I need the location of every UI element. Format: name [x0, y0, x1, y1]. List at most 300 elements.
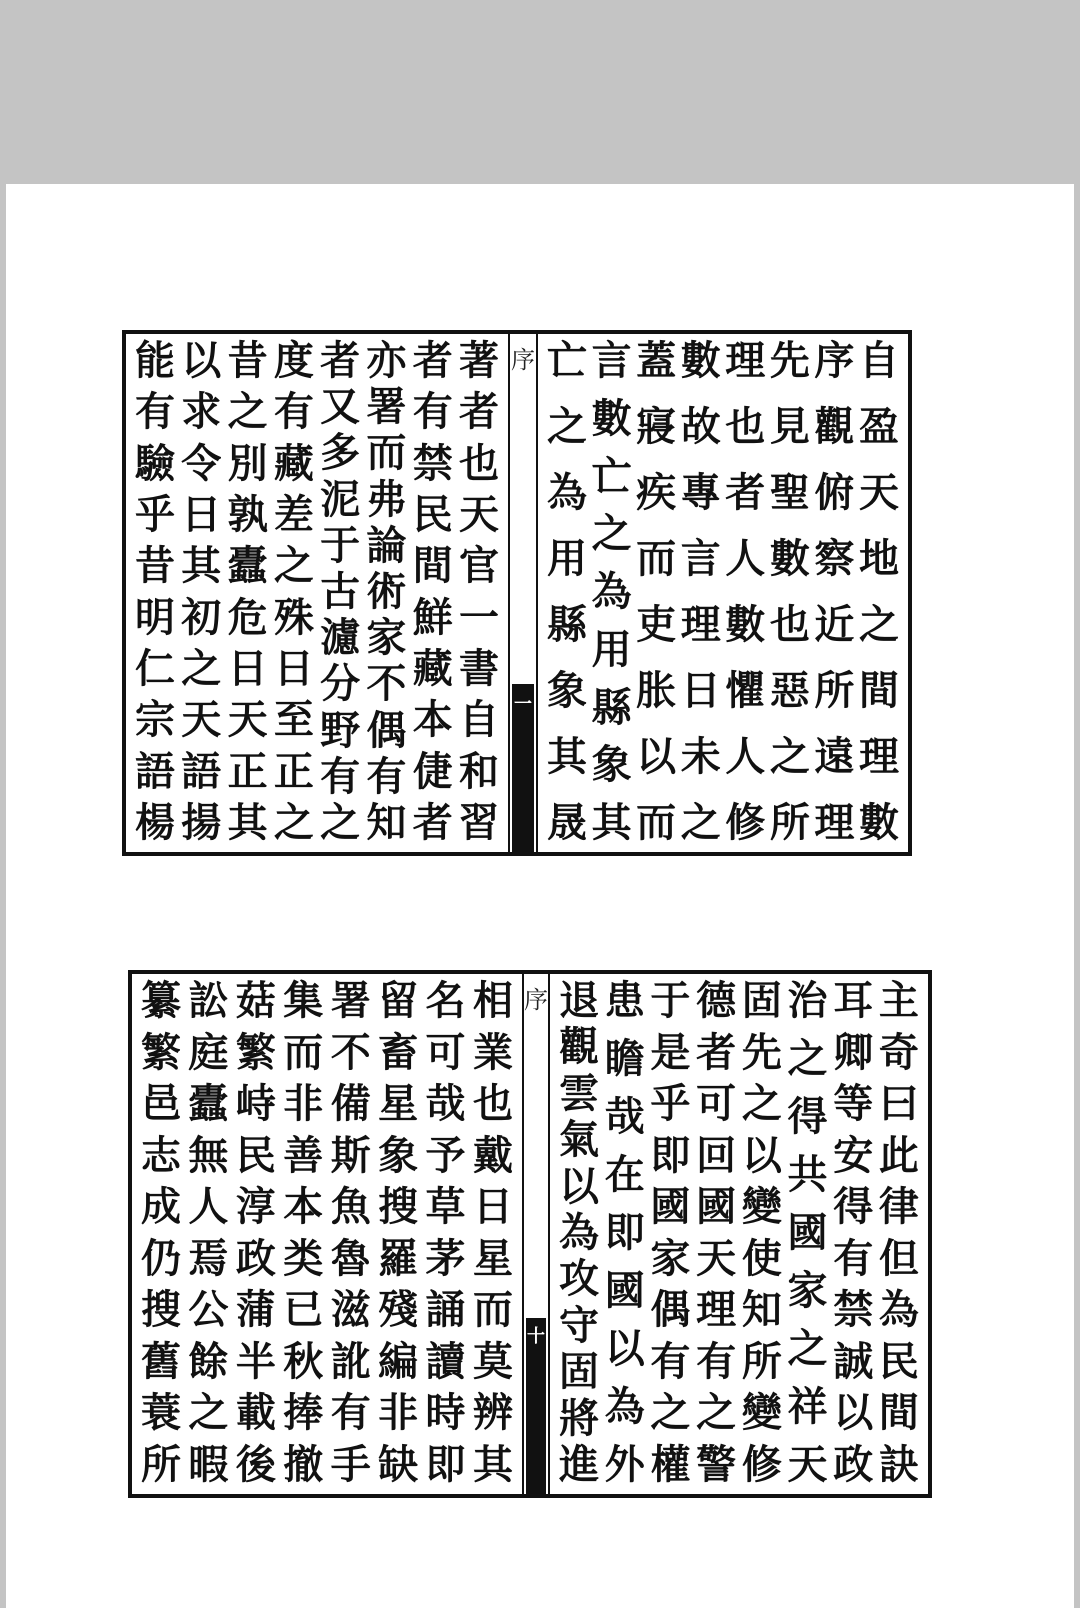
column-character: 著 [458, 337, 499, 384]
column-character: 退 [559, 977, 599, 1024]
column-character: 之 [696, 1389, 737, 1437]
column-character: 訟 [188, 977, 229, 1024]
column-character: 半 [235, 1337, 276, 1385]
text-column [472, 974, 514, 1494]
column-character: 固 [741, 977, 782, 1024]
column-character: 修 [725, 799, 766, 846]
column-character: 攻 [559, 1255, 599, 1303]
column-character: 昔 [135, 542, 175, 590]
column-character: 明 [135, 593, 175, 641]
column-character: 有 [273, 388, 314, 436]
column-character: 正 [227, 747, 268, 795]
column-character: 本 [283, 1183, 324, 1231]
column-character: 回 [696, 1131, 737, 1179]
lower-folio-number: 十 [527, 1326, 545, 1347]
column-character: 餘 [188, 1337, 229, 1385]
column-character: 疾 [636, 469, 677, 516]
column-character: 茅 [425, 1234, 466, 1282]
text-column [649, 974, 691, 1494]
column-character: 孰 [227, 490, 268, 538]
column-character: 律 [878, 1183, 919, 1231]
column-character: 畜 [378, 1028, 419, 1076]
text-column [546, 334, 588, 852]
column-character: 天 [458, 490, 499, 538]
column-character: 其 [591, 799, 632, 846]
column-character: 政 [235, 1234, 276, 1282]
text-column [858, 334, 900, 852]
column-character: 野 [320, 706, 361, 754]
column-character: 也 [458, 439, 499, 487]
column-character: 其 [547, 733, 587, 780]
column-character: 語 [181, 747, 222, 795]
column-character: 草 [425, 1183, 466, 1231]
column-character: 魯 [330, 1234, 371, 1282]
column-character: 之 [787, 1325, 828, 1372]
column-character: 理 [696, 1286, 737, 1334]
column-character: 將 [559, 1394, 599, 1442]
column-character: 言 [680, 535, 721, 582]
column-character: 所 [814, 667, 855, 714]
column-character: 也 [725, 403, 766, 450]
text-column [134, 334, 176, 852]
column-character: 以 [741, 1131, 782, 1179]
column-character: 淳 [235, 1183, 276, 1231]
column-character: 其 [181, 542, 222, 590]
column-character: 有 [320, 752, 361, 800]
column-character: 天 [227, 696, 268, 744]
column-character: 辨 [472, 1389, 513, 1437]
scanned-page [6, 184, 1074, 1608]
column-character: 國 [787, 1209, 828, 1256]
column-character: 在 [604, 1151, 645, 1198]
column-character: 又 [320, 383, 361, 431]
column-character: 書 [458, 644, 499, 692]
column-character: 之 [787, 1035, 828, 1082]
column-character: 非 [283, 1080, 324, 1128]
column-character: 雲 [559, 1069, 599, 1117]
column-character: 其 [227, 798, 268, 846]
column-character: 昔 [227, 337, 268, 384]
column-character: 安 [833, 1131, 874, 1179]
column-character: 者 [320, 337, 361, 384]
column-character: 變 [741, 1389, 782, 1437]
column-character: 者 [725, 469, 766, 516]
column-character: 以 [636, 733, 677, 780]
text-column [558, 974, 600, 1494]
column-character: 禁 [412, 439, 453, 487]
column-character: 可 [696, 1080, 737, 1128]
text-column [319, 334, 361, 852]
lower-left-text-block [132, 974, 522, 1494]
column-character: 繁 [235, 1028, 276, 1076]
column-character: 民 [412, 490, 453, 538]
column-character: 吏 [636, 601, 677, 648]
column-character: 用 [547, 535, 587, 582]
column-character: 盈 [858, 403, 899, 450]
upper-gutter [508, 334, 538, 852]
column-character: 術 [366, 567, 407, 615]
column-character: 治 [787, 977, 828, 1024]
column-character: 得 [787, 1093, 828, 1140]
text-column [695, 974, 737, 1494]
column-character: 先 [769, 337, 810, 384]
column-character: 公 [188, 1286, 229, 1334]
text-column [187, 974, 229, 1494]
text-column [680, 334, 722, 852]
column-character: 分 [320, 660, 361, 708]
column-character: 見 [769, 403, 810, 450]
column-character: 祥 [787, 1383, 828, 1430]
text-column [180, 334, 222, 852]
column-character: 揚 [181, 798, 222, 846]
column-character: 以 [833, 1389, 874, 1437]
column-character: 仁 [135, 644, 175, 692]
column-character: 求 [181, 388, 222, 436]
column-character: 數 [725, 601, 766, 648]
column-character: 度 [273, 337, 314, 384]
column-character: 數 [858, 799, 899, 846]
column-character: 氣 [559, 1116, 599, 1164]
column-character: 鮮 [412, 593, 453, 641]
column-character: 乎 [135, 490, 175, 538]
column-character: 至 [273, 696, 314, 744]
column-character: 象 [378, 1131, 419, 1179]
column-character: 捧 [283, 1389, 324, 1437]
column-character: 天 [181, 696, 222, 744]
column-character: 者 [412, 337, 453, 384]
text-column [365, 334, 407, 852]
column-character: 守 [559, 1301, 599, 1349]
column-character: 哉 [425, 1080, 466, 1128]
column-character: 而 [283, 1028, 324, 1076]
column-character: 而 [636, 535, 677, 582]
column-character: 哉 [604, 1093, 645, 1140]
column-character: 亡 [591, 452, 632, 500]
column-character: 為 [878, 1286, 919, 1334]
column-character: 曰 [878, 1080, 919, 1128]
column-character: 間 [878, 1389, 919, 1437]
column-character: 蒲 [235, 1286, 276, 1334]
column-character: 有 [833, 1234, 874, 1282]
column-character: 為 [604, 1383, 645, 1430]
column-character: 縣 [547, 601, 587, 648]
text-column [412, 334, 454, 852]
column-character: 驗 [135, 439, 175, 487]
column-character: 禁 [833, 1286, 874, 1334]
column-character: 備 [330, 1080, 371, 1128]
column-character: 偶 [650, 1286, 691, 1334]
column-character: 數 [769, 535, 810, 582]
column-character: 德 [696, 977, 737, 1024]
column-character: 象 [591, 741, 632, 789]
column-character: 等 [833, 1080, 874, 1128]
column-character: 天 [858, 469, 899, 516]
column-character: 秋 [283, 1337, 324, 1385]
column-character: 宗 [135, 696, 175, 744]
column-character: 之 [320, 798, 361, 846]
column-character: 習 [458, 798, 499, 846]
column-character: 語 [135, 747, 175, 795]
column-character: 邑 [141, 1080, 181, 1128]
column-character: 一 [458, 593, 499, 641]
column-character: 修 [741, 1440, 782, 1488]
column-character: 本 [412, 696, 453, 744]
column-character: 為 [591, 568, 632, 615]
column-character: 言 [591, 337, 632, 384]
column-character: 古 [320, 567, 361, 615]
column-character: 日 [680, 667, 721, 714]
column-character: 星 [472, 1234, 513, 1282]
column-character: 楊 [135, 798, 175, 846]
column-character: 其 [472, 1440, 513, 1488]
column-character: 有 [696, 1337, 737, 1385]
column-character: 可 [425, 1028, 466, 1076]
upper-right-text-block [538, 334, 908, 852]
column-character: 和 [458, 747, 499, 795]
lower-gutter [522, 974, 550, 1494]
column-character: 以 [604, 1325, 645, 1372]
column-character: 也 [769, 601, 810, 648]
column-character: 所 [141, 1440, 181, 1488]
column-character: 藏 [412, 644, 453, 692]
column-character: 戴 [472, 1131, 513, 1179]
column-character: 編 [378, 1337, 419, 1385]
column-character: 所 [769, 799, 810, 846]
column-character: 觀 [559, 1023, 599, 1071]
column-character: 名 [425, 977, 466, 1024]
text-column [878, 974, 920, 1494]
column-character: 魚 [330, 1183, 371, 1231]
column-character: 之 [273, 798, 314, 846]
column-character: 之 [273, 542, 314, 590]
column-character: 留 [378, 977, 419, 1024]
column-character: 此 [878, 1131, 919, 1179]
column-character: 缺 [378, 1440, 419, 1488]
column-character: 訛 [330, 1337, 371, 1385]
column-character: 民 [878, 1337, 919, 1385]
column-character: 警 [696, 1440, 737, 1488]
column-character: 家 [650, 1234, 691, 1282]
column-character: 國 [604, 1267, 645, 1314]
column-character: 間 [412, 542, 453, 590]
upper-left-text-block [126, 334, 508, 852]
column-character: 日 [181, 490, 222, 538]
column-character: 先 [741, 1028, 782, 1076]
text-column [235, 974, 277, 1494]
column-character: 搜 [378, 1183, 419, 1231]
column-character: 論 [366, 521, 407, 569]
column-character: 主 [878, 977, 919, 1024]
column-character: 泥 [320, 475, 361, 523]
column-character: 之 [547, 403, 587, 450]
column-character: 自 [858, 337, 899, 384]
column-character: 倢 [412, 747, 453, 795]
column-character: 焉 [188, 1234, 229, 1282]
column-character: 多 [320, 429, 361, 477]
column-character: 乎 [650, 1080, 691, 1128]
lower-gutter-title: 序 [524, 986, 548, 1014]
column-character: 別 [227, 439, 268, 487]
lower-book-spread [128, 970, 932, 1498]
column-character: 而 [472, 1286, 513, 1334]
column-character: 政 [833, 1440, 874, 1488]
column-character: 為 [547, 469, 587, 516]
column-character: 类 [283, 1234, 324, 1282]
column-character: 讀 [425, 1337, 466, 1385]
column-character: 濾 [320, 614, 361, 662]
column-character: 胀 [636, 667, 677, 714]
column-character: 集 [283, 977, 324, 1024]
column-character: 用 [591, 625, 632, 673]
column-character: 之 [741, 1080, 782, 1128]
column-character: 是 [650, 1028, 691, 1076]
column-character: 蠹 [188, 1080, 229, 1128]
column-character: 已 [283, 1286, 324, 1334]
column-character: 近 [814, 601, 855, 648]
column-character: 滋 [330, 1286, 371, 1334]
column-character: 家 [787, 1267, 828, 1314]
column-character: 日 [273, 644, 314, 692]
text-column [227, 334, 269, 852]
column-character: 變 [741, 1183, 782, 1231]
text-column [832, 974, 874, 1494]
column-character: 之 [181, 644, 222, 692]
text-column [604, 974, 646, 1494]
column-character: 殊 [273, 593, 314, 641]
column-character: 之 [769, 733, 810, 780]
column-character: 惡 [769, 667, 810, 714]
column-character: 有 [412, 388, 453, 436]
column-character: 故 [680, 403, 721, 450]
column-character: 者 [696, 1028, 737, 1076]
text-column [458, 334, 500, 852]
column-character: 藏 [273, 439, 314, 487]
column-character: 天 [696, 1234, 737, 1282]
column-character: 誠 [833, 1337, 874, 1385]
column-character: 時 [425, 1389, 466, 1437]
column-character: 危 [227, 593, 268, 641]
column-character: 暇 [188, 1440, 229, 1488]
column-character: 權 [650, 1440, 691, 1488]
column-character: 縣 [591, 683, 632, 731]
upper-gutter-title: 序 [511, 346, 535, 374]
column-character: 象 [547, 667, 587, 714]
column-character: 峙 [235, 1080, 276, 1128]
column-character: 理 [680, 601, 721, 648]
column-character: 仍 [141, 1234, 181, 1282]
column-character: 間 [858, 667, 899, 714]
column-character: 之 [650, 1389, 691, 1437]
column-character: 奇 [878, 1028, 919, 1076]
column-character: 國 [696, 1183, 737, 1231]
column-character: 理 [858, 733, 899, 780]
column-character: 即 [604, 1209, 645, 1256]
column-character: 數 [680, 337, 721, 384]
column-character: 地 [858, 535, 899, 582]
column-character: 差 [273, 490, 314, 538]
column-character: 以 [559, 1162, 599, 1210]
column-character: 斯 [330, 1131, 371, 1179]
column-character: 專 [680, 469, 721, 516]
column-character: 蠹 [227, 542, 268, 590]
column-character: 相 [472, 977, 513, 1024]
column-character: 理 [725, 337, 766, 384]
column-character: 署 [330, 977, 371, 1024]
column-character: 但 [878, 1234, 919, 1282]
column-character: 觀 [814, 403, 855, 450]
column-character: 自 [458, 696, 499, 744]
column-character: 初 [181, 593, 222, 641]
column-character: 志 [141, 1131, 181, 1179]
column-character: 舊 [141, 1337, 181, 1385]
column-character: 之 [227, 388, 268, 436]
column-character: 俯 [814, 469, 855, 516]
column-character: 庭 [188, 1028, 229, 1076]
column-character: 人 [725, 535, 766, 582]
column-character: 纂 [141, 977, 181, 1024]
column-character: 于 [650, 977, 691, 1024]
column-character: 訣 [878, 1440, 919, 1488]
column-character: 瞻 [604, 1035, 645, 1082]
column-character: 人 [188, 1183, 229, 1231]
column-character: 成 [141, 1183, 181, 1231]
column-character: 共 [787, 1151, 828, 1198]
column-character: 知 [366, 798, 407, 846]
text-column [425, 974, 467, 1494]
column-character: 以 [181, 337, 222, 384]
column-character: 于 [320, 521, 361, 569]
column-character: 予 [425, 1131, 466, 1179]
column-character: 理 [814, 799, 855, 846]
column-character: 所 [741, 1337, 782, 1385]
column-character: 知 [741, 1286, 782, 1334]
column-character: 不 [366, 660, 407, 708]
lower-right-text-block [550, 974, 928, 1494]
text-column [591, 334, 633, 852]
column-character: 菇 [235, 977, 276, 1024]
column-character: 察 [814, 535, 855, 582]
text-column [282, 974, 324, 1494]
column-character: 非 [378, 1389, 419, 1437]
column-character: 聖 [769, 469, 810, 516]
column-character: 天 [787, 1441, 828, 1488]
column-character: 晟 [547, 799, 587, 846]
column-character: 之 [858, 601, 899, 648]
column-character: 寢 [636, 403, 677, 450]
column-character: 者 [412, 798, 453, 846]
column-character: 日 [472, 1183, 513, 1231]
column-character: 撤 [283, 1440, 324, 1488]
column-character: 蓑 [141, 1389, 181, 1437]
column-character: 即 [425, 1440, 466, 1488]
column-character: 手 [330, 1440, 371, 1488]
column-character: 外 [604, 1441, 645, 1488]
column-character: 即 [650, 1131, 691, 1179]
column-character: 載 [235, 1389, 276, 1437]
column-character: 官 [458, 542, 499, 590]
column-character: 人 [725, 733, 766, 780]
column-character: 蓋 [636, 337, 677, 384]
column-character: 星 [378, 1080, 419, 1128]
text-column [330, 974, 372, 1494]
column-character: 善 [283, 1131, 324, 1179]
column-character: 使 [741, 1234, 782, 1282]
column-character: 繁 [141, 1028, 181, 1076]
column-character: 業 [472, 1028, 513, 1076]
column-character: 亡 [547, 337, 587, 384]
text-column [635, 334, 677, 852]
text-column [741, 974, 783, 1494]
